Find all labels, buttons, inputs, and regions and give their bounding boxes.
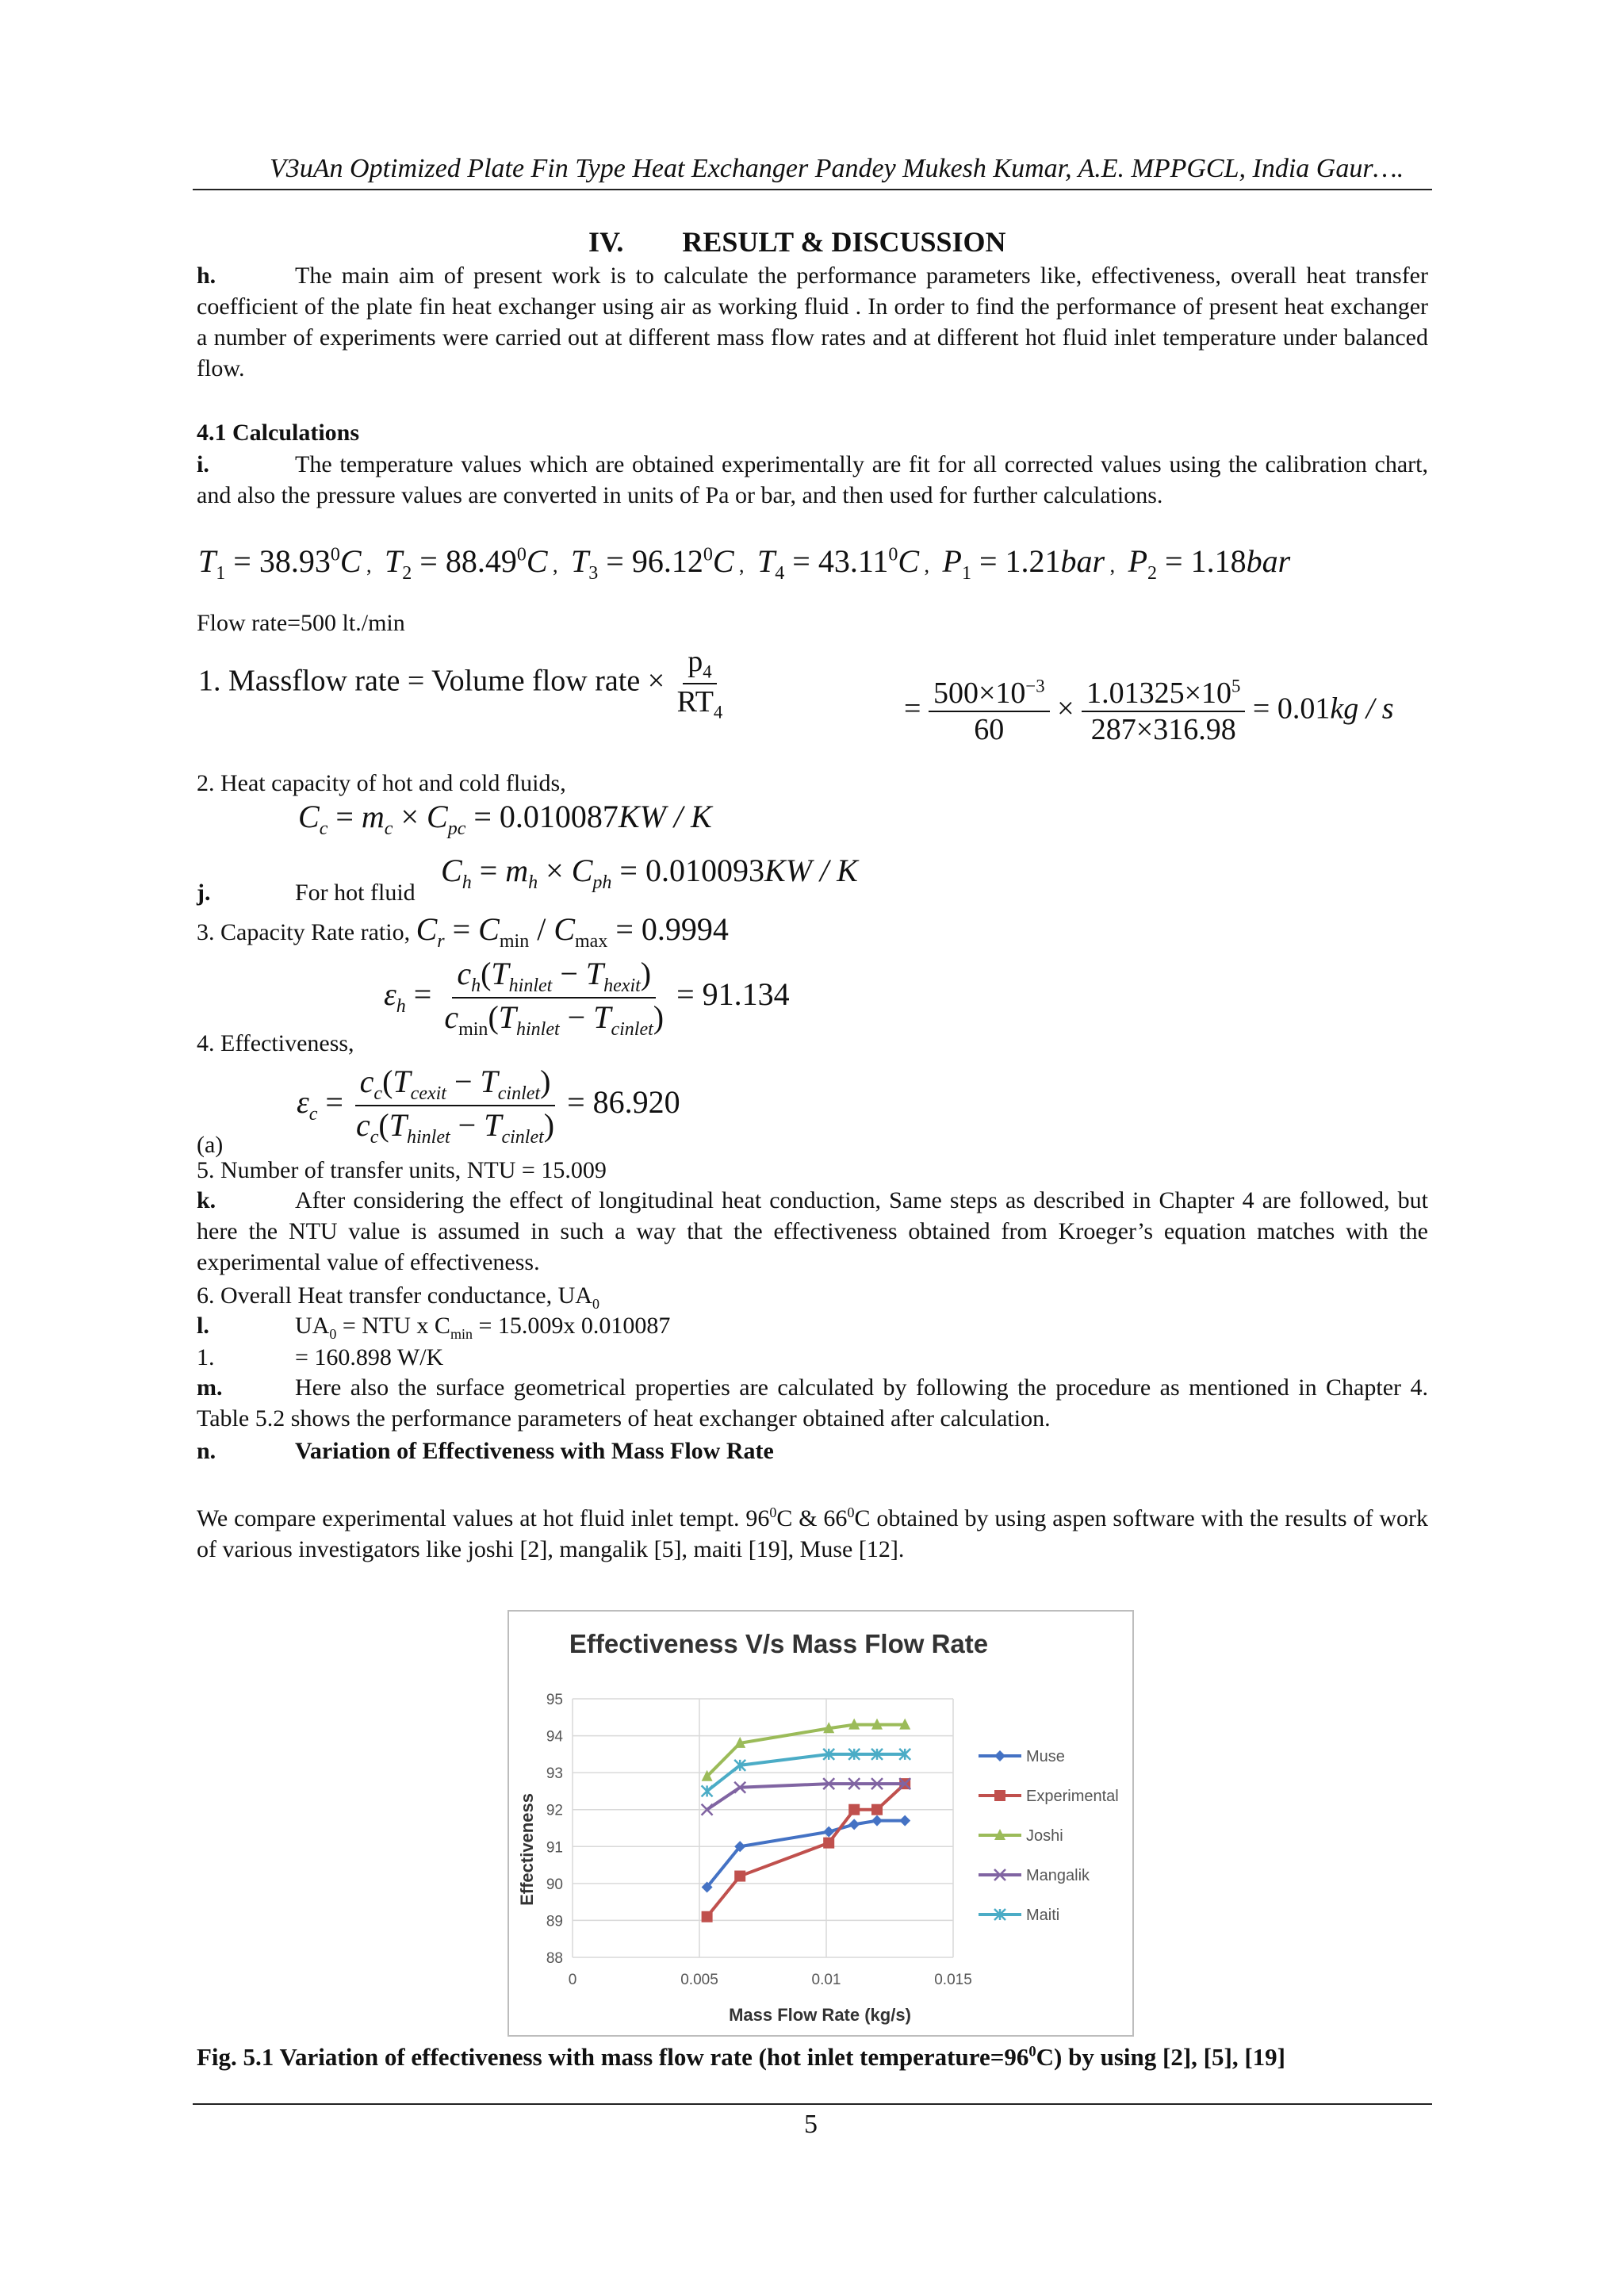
heat-capacity-label: 2. Heat capacity of hot and cold fluids, — [197, 770, 566, 796]
chart-y-tick-label: 95 — [546, 1692, 563, 1708]
compare-paragraph: We compare experimental values at hot fluid inlet tempt. $96^0C$ & $66^0C$ obtained by using aspen software with the results of work of various investigators like joshi [2], mangalik [5], maiti [19], Muse [12]. — [197, 1504, 1428, 1562]
effectiveness-chart — [508, 1610, 1134, 2037]
chart-y-tick-label: 88 — [546, 1950, 563, 1967]
capacity-rate-ratio: 3. Capacity Rate ratio, $C_r = C_{min} / C_{max} = 0.9994$ — [197, 911, 729, 952]
chart-point-experimental — [848, 1804, 860, 1815]
paragraph-h: h. The main aim of present work is to calculate the performance parameters like, effectiveness, overall heat transfer coefficient of the plate fin heat exchanger using air as working fluid . In order to find the performance of present heat exchanger a number of experiments were carried out at different mass flow rates and at different hot fluid inlet temperature under balanced flow. — [197, 263, 1428, 381]
chart-y-tick-label: 90 — [546, 1876, 563, 1893]
chart-y-axis-label: Effectiveness — [517, 1793, 537, 1906]
chart-point-muse — [848, 1819, 860, 1830]
legend-label-muse: Muse — [1026, 1748, 1065, 1765]
chart-point-maiti — [702, 1785, 713, 1796]
paragraph-k: k. After considering the effect of longitudinal heat conduction, Same steps as described in Chapter 4 are followed, but here the NTU value is assumed in such a way that the effectiveness obtained from Kroeger’s equation matches with the experimental value of effectiveness. — [197, 1187, 1428, 1275]
chart-svg — [509, 1612, 1132, 2035]
legend-marker-experimental — [994, 1790, 1005, 1801]
legend-label-experimental: Experimental — [1026, 1788, 1119, 1805]
chart-y-tick-label: 89 — [546, 1913, 563, 1930]
legend-label-maiti: Maiti — [1026, 1907, 1060, 1924]
mass-flow-equation: 1. Massflow rate = Volume flow rate × $\frac{p_4}{RT_4}$ — [198, 645, 723, 723]
epsilon-c-equation: $\varepsilon_c$ = $\frac{c_c(T_{cexit} - T_{cinlet})}{c_c(T_{hinlet} - T_{cinlet})}$ = 86.920 — [297, 1064, 680, 1148]
mass-flow-result: = $\frac{500\times 10^{-3}}{60}$ × $\frac{1.01325\times 10^5}{287\times 316.98}$ = 0.01kg / s — [904, 676, 1394, 746]
chart-x-tick-label: 0 — [568, 1972, 577, 1988]
legend-label-joshi: Joshi — [1026, 1827, 1063, 1845]
ua-result: 1. = 160.898 W/K — [197, 1344, 444, 1370]
chart-point-experimental — [871, 1804, 883, 1815]
chart-point-experimental — [702, 1911, 713, 1922]
running-header: V3uAn Optimized Plate Fin Type Heat Exchanger Pandey Mukesh Kumar, A.E. MPPGCL, India Gaur…. — [270, 154, 1404, 183]
paragraph-j: j. For hot fluid — [197, 880, 416, 906]
chart-point-experimental — [823, 1838, 834, 1849]
chart-x-tick-label: 0.01 — [811, 1972, 841, 1988]
paragraph-l: l. $UA_0$ = NTU x $C_{min} = 15.009x$ 0.010087 — [197, 1313, 671, 1342]
ua-label: 6. Overall Heat transfer conductance, $UA_0$ — [197, 1282, 599, 1312]
chart-title: Effectiveness V/s Mass Flow Rate — [569, 1629, 989, 1658]
legend-label-mangalik: Mangalik — [1026, 1867, 1090, 1884]
legend-marker-muse — [994, 1750, 1005, 1761]
ntu-line: 5. Number of transfer units, NTU = 15.009 — [197, 1157, 607, 1183]
paragraph-m: m. Here also the surface geometrical properties are calculated by following the procedure as mentioned in Chapter 4. Table 5.2 shows the performance parameters of heat exchanger obtained after calculation. — [197, 1374, 1428, 1432]
calculations-heading: 4.1 Calculations — [197, 420, 360, 446]
header-rule — [193, 189, 1432, 190]
effectiveness-label: 4. Effectiveness, — [197, 1030, 354, 1056]
chart-x-tick-label: 0.015 — [934, 1972, 972, 1988]
section-heading: IV. RESULT & DISCUSSION — [588, 226, 1006, 258]
chart-point-muse — [871, 1815, 883, 1826]
page-number: 5 — [804, 2110, 818, 2139]
marker-a: (a) — [197, 1132, 224, 1158]
flow-rate: Flow rate=500 lt./min — [197, 610, 405, 636]
figure-caption: Fig. 5.1 Variation of effectiveness with mass flow rate (hot inlet $temperature=96^0C$) by using [2], [5], [19] — [197, 2043, 1285, 2071]
footer-rule — [193, 2103, 1432, 2105]
ch-equation: $C_h = m_h \times C_{ph} = 0.010093KW / K$ — [441, 853, 858, 893]
readings-line: $T_1 = 38.93^0C$ , $T_2 = 88.49^0C$ , $T_3 = 96.12^0C$ , $T_4 = 43.11^0C$ , $P_1 = 1.21bar$ , $P_2 = 1.18bar$ — [198, 543, 1291, 584]
chart-y-tick-label: 94 — [546, 1728, 563, 1746]
epsilon-h-equation: $\varepsilon_h$ = $\frac{c_h(T_{hinlet} - T_{hexit})}{c_{min}(T_{hinlet} - T_{cinlet})}$ = 91.134 — [384, 956, 790, 1040]
chart-x-axis-label: Mass Flow Rate (kg/s) — [729, 2005, 911, 2025]
paragraph-i: i. The temperature values which are obtained experimentally are fit for all corrected values using the calibration chart, and also the pressure values are converted in units of Pa or bar, and then used for further calculations. — [197, 451, 1428, 508]
paragraph-n: n. Variation of Effectiveness with Mass Flow Rate — [197, 1438, 774, 1464]
chart-y-tick-label: 92 — [546, 1802, 563, 1819]
chart-y-tick-label: 91 — [546, 1839, 563, 1857]
chart-y-tick-label: 93 — [546, 1765, 563, 1783]
chart-point-experimental — [734, 1871, 745, 1882]
chart-x-tick-label: 0.005 — [680, 1972, 718, 1988]
cc-equation: $C_c = m_c \times C_{pc} = 0.010087KW / K$ — [298, 799, 712, 839]
chart-point-muse — [899, 1815, 910, 1826]
